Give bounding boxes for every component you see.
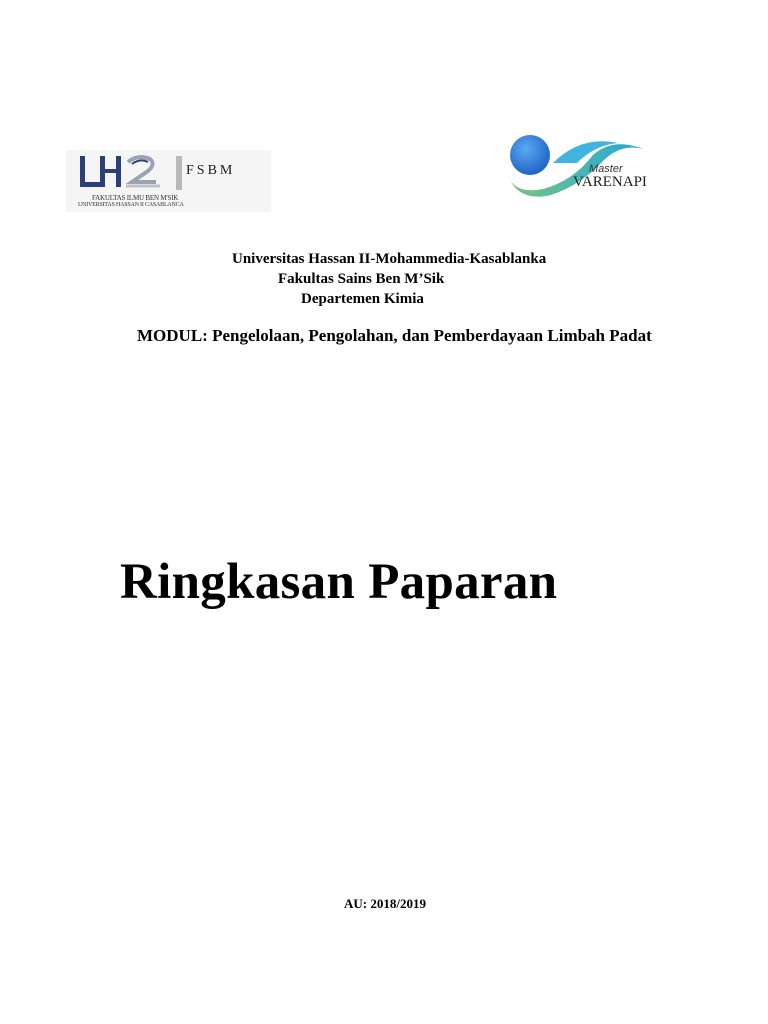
faculty-name: Fakultas Sains Ben M’Sik [278, 271, 445, 287]
module-line [137, 326, 652, 346]
logo-divider [176, 156, 182, 190]
faculty-logo [66, 150, 271, 212]
logo-varenapi-text: VARENAPI [573, 174, 647, 190]
academic-year: AU: 2018/2019 [344, 896, 426, 911]
uh2-logo-mark [76, 152, 186, 194]
document-title: Ringkasan Paparan [120, 554, 558, 610]
logo-caption-university: UNIVERSITAS HASSAN II CASABLANCA [78, 202, 184, 208]
fsbm-logo-text: FSBM [186, 163, 236, 178]
logo-caption-faculty: FAKULTAS ILMU BEN M'SIK [92, 194, 179, 202]
department-name: Departemen Kimia [301, 291, 424, 307]
logo-master-text: Master [589, 163, 623, 175]
university-name: Universitas Hassan II-Mohammedia-Kasablanka [232, 251, 547, 267]
module-label: MODUL: [137, 326, 208, 345]
master-varenapi-logo [503, 133, 658, 201]
module-name: Pengelolaan, Pengolahan, dan Pemberdayaan Limbah Padat [212, 326, 652, 345]
